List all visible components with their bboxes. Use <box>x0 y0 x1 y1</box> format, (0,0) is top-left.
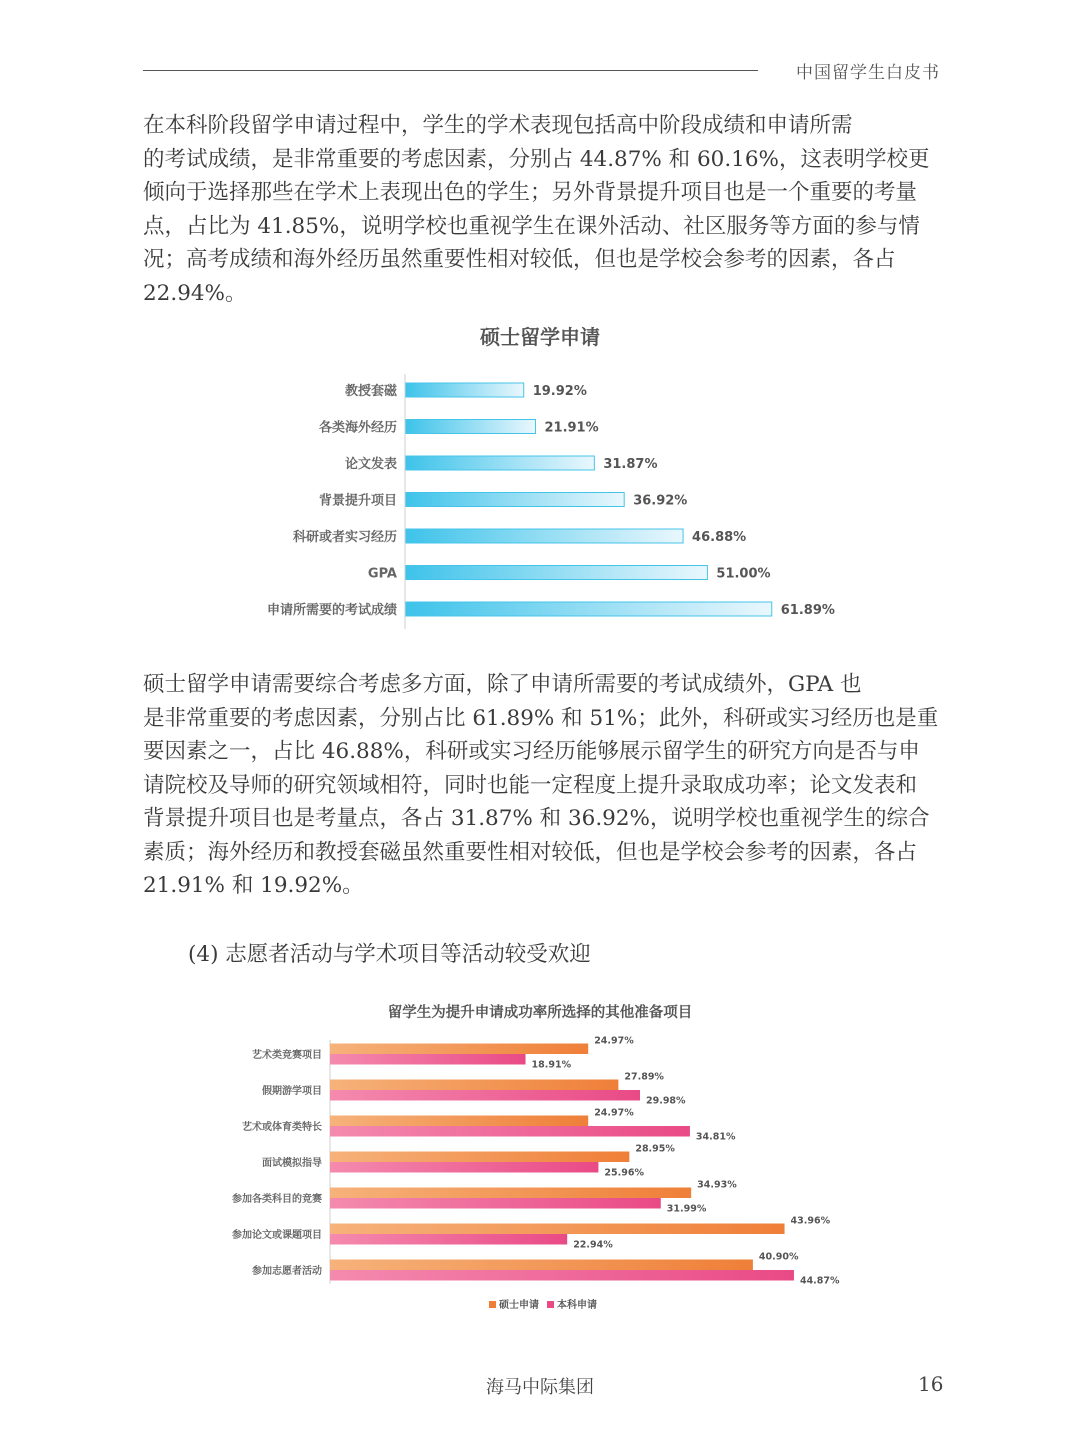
bar <box>406 420 535 434</box>
bar <box>330 1126 690 1137</box>
paragraph-line: 素质；海外经历和教授套磁虽然重要性相对较低，但也是学校会参考的因素，各占 <box>143 839 918 865</box>
category-label: 申请所需要的考试成绩 <box>266 603 397 618</box>
bar <box>330 1260 753 1271</box>
header-rule <box>143 70 758 71</box>
master-application-chart <box>250 318 850 638</box>
paragraph-line: 22.94%。 <box>143 280 247 306</box>
category-label: 各类海外经历 <box>318 420 397 436</box>
footer-org: 海马中际集团 <box>486 1377 594 1398</box>
value-label: 27.89% <box>624 1071 664 1083</box>
paragraph-line: 背景提升项目也是考量点，各占 31.87% 和 36.92%，说明学校也重视学生的综合 <box>143 806 930 831</box>
paragraph-line: 的考试成绩，是非常重要的考虑因素，分别占 44.87% 和 60.16%，这表明学校更 <box>143 146 930 172</box>
section-heading: (4) 志愿者活动与学术项目等活动较受欢迎 <box>188 942 591 967</box>
page-number: 16 <box>918 1372 944 1396</box>
category-label: 艺术或体育类特长 <box>242 1122 322 1133</box>
paragraph-line: 是非常重要的考虑因素，分别占比 61.89% 和 51%；此外，科研或实习经历也是重 <box>143 705 939 731</box>
paragraph-line: 点，占比为 41.85%，说明学校也重视学生在课外活动、社区服务等方面的参与情 <box>143 213 920 239</box>
bar <box>406 383 524 397</box>
category-label: 参加各类科目的竞赛 <box>232 1194 322 1205</box>
category-label: 论文发表 <box>344 457 397 472</box>
bar <box>330 1152 629 1163</box>
bar <box>406 493 624 507</box>
value-label: 18.91% <box>531 1059 572 1071</box>
paragraph-master <box>143 668 939 903</box>
value-label: 44.87% <box>799 1275 840 1287</box>
bar <box>330 1234 567 1245</box>
category-label: 参加志愿者活动 <box>252 1266 322 1277</box>
preparation-projects-chart <box>222 995 862 1325</box>
paragraph-line: 硕士留学申请需要综合考虑多方面，除了申请所需要的考试成绩外，GPA 也 <box>143 672 862 697</box>
header-title: 中国留学生白皮书 <box>796 63 940 83</box>
value-label: 51.00% <box>716 566 771 582</box>
paragraph-line: 况；高考成绩和海外经历虽然重要性相对较低，但也是学校会参考的因素，各占 <box>143 247 896 272</box>
category-label: 面试模拟指导 <box>262 1158 322 1169</box>
value-label: 25.96% <box>604 1167 645 1179</box>
bar <box>330 1044 588 1055</box>
paragraph-undergrad <box>143 109 939 310</box>
bar <box>406 529 683 543</box>
value-label: 24.97% <box>594 1107 634 1119</box>
bar <box>330 1270 794 1281</box>
value-label: 31.87% <box>603 457 658 472</box>
legend-swatch <box>489 1301 496 1308</box>
paragraph-line: 请院校及导师的研究领域相符，同时也能一定程度上提升录取成功率；论文发表和 <box>143 772 918 798</box>
category-label: 艺术类竞赛项目 <box>252 1050 322 1061</box>
value-label: 31.99% <box>666 1203 707 1215</box>
value-label: 40.90% <box>758 1251 799 1263</box>
category-label: 教授套磁 <box>344 384 397 399</box>
legend-swatch <box>547 1301 554 1308</box>
chart-title: 留学生为提升申请成功率所选择的其他准备项目 <box>387 1005 693 1021</box>
bar <box>406 602 772 616</box>
bar <box>330 1188 691 1199</box>
bar <box>406 566 707 580</box>
value-label: 29.98% <box>645 1095 686 1107</box>
bar <box>406 456 594 470</box>
bar <box>330 1116 588 1127</box>
legend-label: 硕士申请 <box>499 1300 539 1311</box>
value-label: 46.88% <box>692 530 747 545</box>
bar <box>330 1090 640 1101</box>
bar <box>330 1080 618 1091</box>
value-label: 36.92% <box>633 493 688 509</box>
value-label: 34.93% <box>697 1179 737 1191</box>
paragraph-line: 倾向于选择那些在学术上表现出色的学生；另外背景提升项目也是一个重要的考量 <box>143 180 918 205</box>
bar <box>330 1198 661 1209</box>
value-label: 19.92% <box>532 384 587 399</box>
paragraph-line: 21.91% 和 19.92%。 <box>143 873 364 898</box>
bar <box>330 1224 785 1235</box>
value-label: 61.89% <box>780 603 835 618</box>
chart-title: 硕士留学申请 <box>480 325 600 349</box>
value-label: 21.91% <box>544 420 599 436</box>
category-label: 科研或者实习经历 <box>292 530 397 545</box>
bar <box>330 1054 526 1065</box>
category-label: 背景提升项目 <box>318 493 397 509</box>
category-label: 参加论文或课题项目 <box>232 1230 322 1241</box>
legend-label: 本科申请 <box>557 1300 597 1311</box>
bar <box>330 1162 598 1173</box>
value-label: 43.96% <box>790 1215 831 1227</box>
paragraph-line: 在本科阶段留学申请过程中，学生的学术表现包括高中阶段成绩和申请所需 <box>143 113 853 138</box>
category-label: GPA <box>367 566 397 582</box>
value-label: 24.97% <box>594 1035 634 1047</box>
paragraph-line: 要因素之一，占比 46.88%，科研或实习经历能够展示留学生的研究方向是否与申 <box>143 739 920 764</box>
value-label: 22.94% <box>573 1239 613 1251</box>
value-label: 34.81% <box>695 1131 736 1143</box>
category-label: 假期游学项目 <box>262 1086 322 1097</box>
value-label: 28.95% <box>635 1143 675 1155</box>
